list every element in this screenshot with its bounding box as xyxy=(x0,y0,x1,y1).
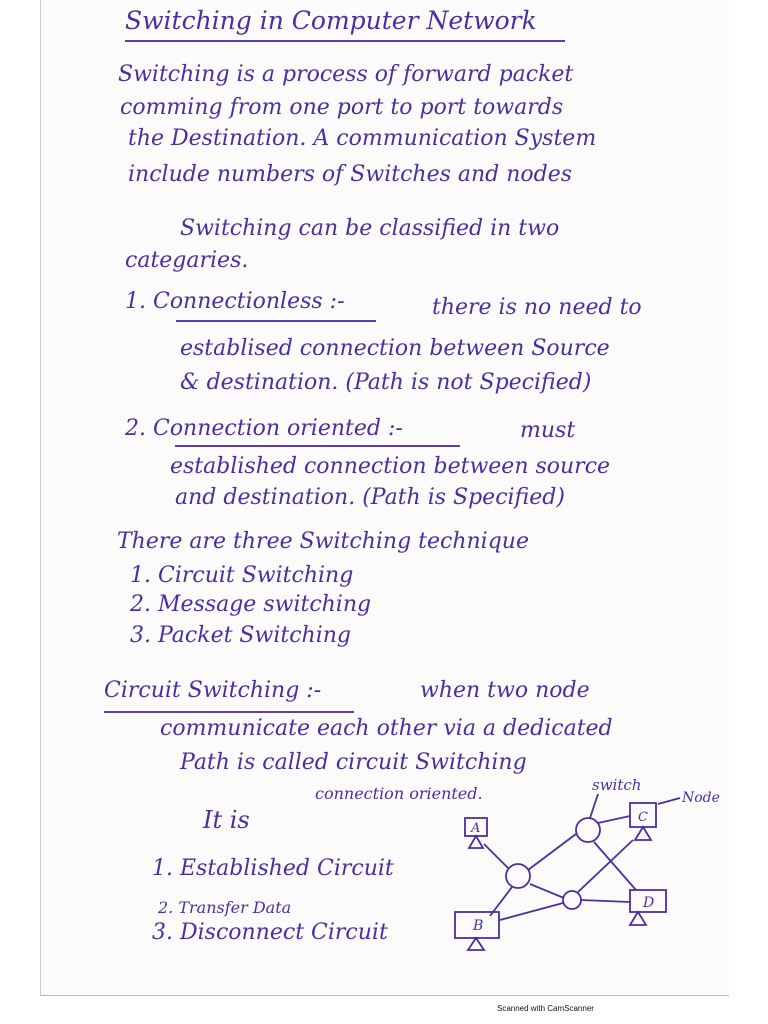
classify-line-1: Switching can be classified in two xyxy=(180,216,560,241)
link-s1-b xyxy=(490,887,512,916)
category-1-term: 1. Connectionless :- xyxy=(125,289,345,314)
intro-line-4: include numbers of Switches and nodes xyxy=(128,162,573,187)
link-s3-d xyxy=(581,900,630,902)
circuit-line-3: Path is called circuit Switching xyxy=(180,750,527,775)
category-2-term: 2. Connection oriented :- xyxy=(125,416,403,441)
techniques-heading: There are three Switching technique xyxy=(117,529,529,554)
node-stand-a xyxy=(469,836,483,848)
node-label-c: C xyxy=(638,810,648,825)
technique-item-2: 2. Message switching xyxy=(130,592,372,617)
intro-line-1: Switching is a process of forward packet xyxy=(118,62,574,87)
title-underline xyxy=(125,40,565,42)
technique-item-1: 1. Circuit Switching xyxy=(130,563,354,588)
link-s1-s2 xyxy=(528,834,576,870)
circuit-definition: when two node xyxy=(420,678,590,703)
node-label-a: A xyxy=(471,821,481,836)
switch-pointer xyxy=(590,794,598,818)
circuit-line-4-a: It is xyxy=(203,806,250,834)
step-1: 1. Established Circuit xyxy=(152,856,394,881)
link-s2-d xyxy=(594,842,636,890)
circuit-line-2: communicate each other via a dedicated xyxy=(160,716,613,741)
category-1-line-2: establised connection between Source xyxy=(180,336,610,361)
link-s3-b xyxy=(500,903,563,920)
classify-line-2: categaries. xyxy=(125,248,249,273)
intro-line-3: the Destination. A communication System xyxy=(128,126,597,151)
category-2-definition: must xyxy=(520,418,576,443)
switch-node-2 xyxy=(576,818,600,842)
technique-item-3: 3. Packet Switching xyxy=(130,623,351,648)
switch-node-3 xyxy=(563,891,581,909)
category-1-definition: there is no need to xyxy=(432,295,642,320)
category-2-line-3: and destination. (Path is Specified) xyxy=(175,485,565,510)
node-label-b: B xyxy=(473,918,484,934)
link-s1-s3 xyxy=(530,884,564,898)
node-stand-d xyxy=(630,912,646,925)
switch-label: switch xyxy=(592,776,642,794)
category-1-underline xyxy=(176,320,376,322)
circuit-line-4-b: connection oriented. xyxy=(315,784,483,803)
page-title: Switching in Computer Network xyxy=(125,6,537,35)
link-a-s1 xyxy=(484,844,508,868)
node-label: Node xyxy=(682,790,720,806)
node-pointer xyxy=(658,798,680,804)
circuit-term: Circuit Switching :- xyxy=(104,678,322,703)
node-label-d: D xyxy=(643,895,655,911)
node-stand-b xyxy=(468,938,484,950)
link-s3-c xyxy=(578,840,633,892)
scanner-watermark: Scanned with CamScanner xyxy=(497,1004,594,1013)
circuit-underline xyxy=(104,711,354,713)
node-stand-c xyxy=(635,827,651,840)
switch-node-1 xyxy=(506,864,530,888)
circuit-switching-diagram xyxy=(440,760,730,960)
category-2-line-2: established connection between source xyxy=(170,454,611,479)
link-s2-c xyxy=(598,816,630,823)
category-1-line-3: & destination. (Path is not Specified) xyxy=(180,370,592,395)
step-3: 3. Disconnect Circuit xyxy=(152,920,388,945)
intro-line-2: comming from one port to port towards xyxy=(120,95,564,120)
category-2-underline xyxy=(175,445,460,447)
step-2: 2. Transfer Data xyxy=(158,898,292,917)
